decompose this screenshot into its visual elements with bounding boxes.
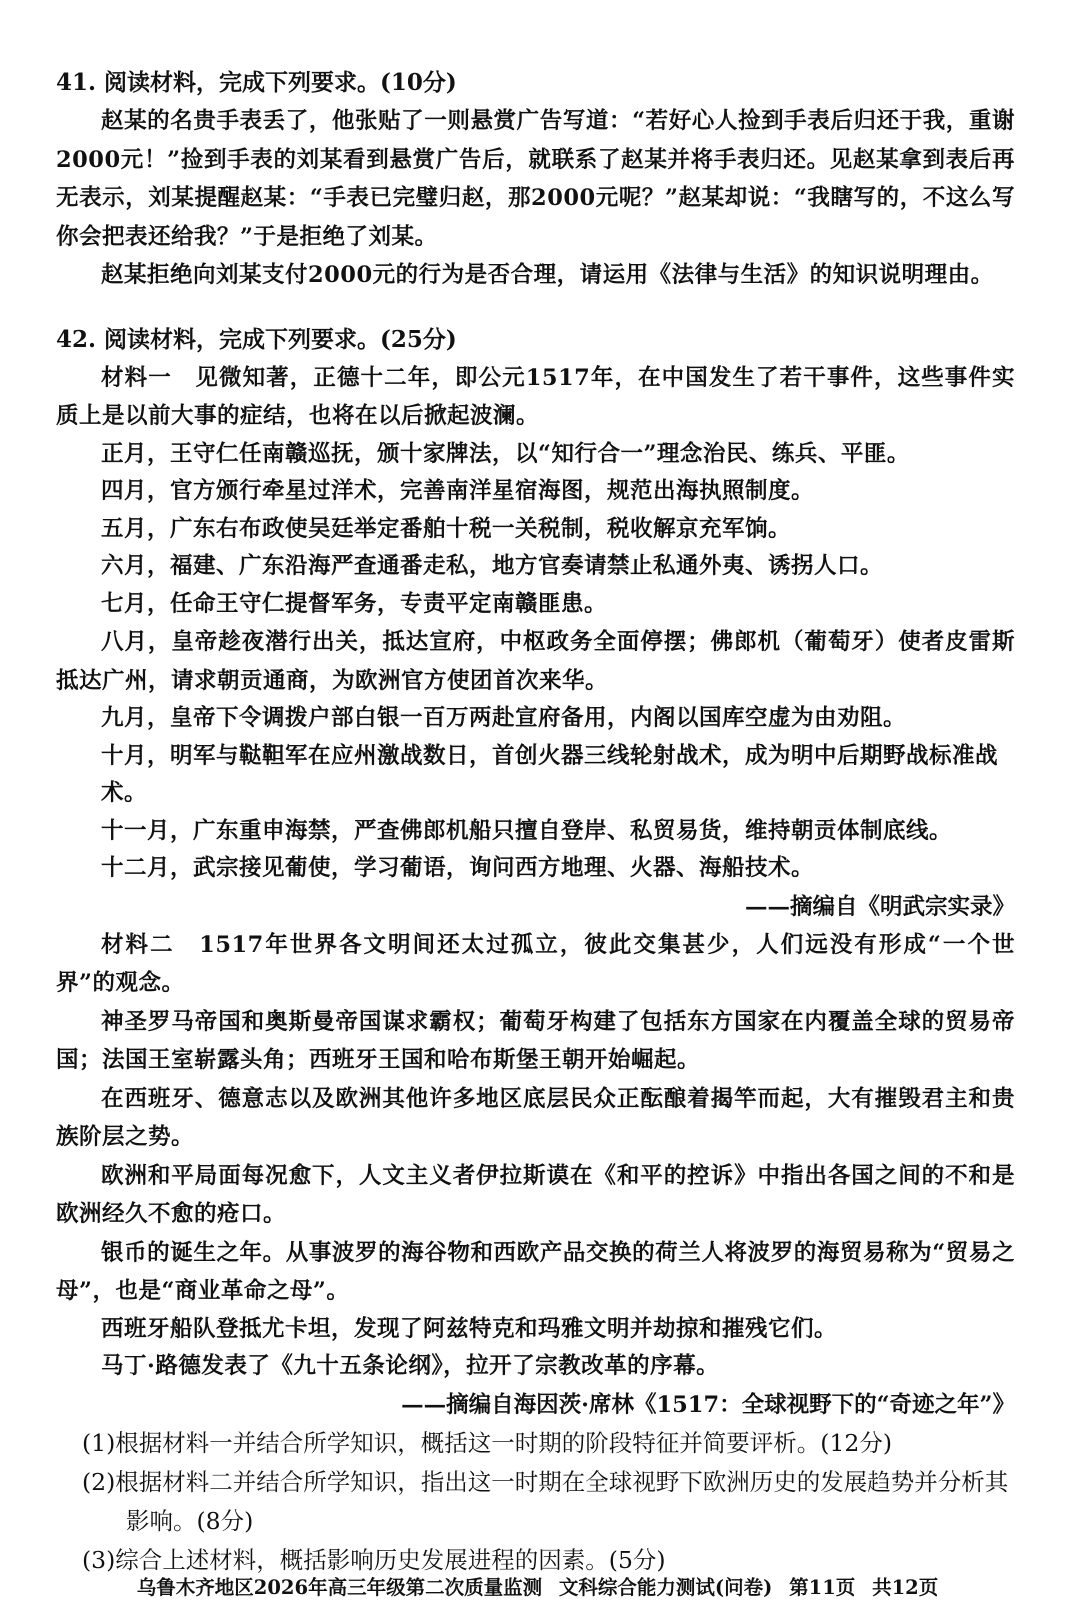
material-1-event: 七月，任命王守仁提督军务，专责平定南赣匪患。 [101,590,608,617]
q41-material: 赵某的名贵手表丢了，他张贴了一则悬赏广告写道：“若好心人捡到手表后归还于我，重谢2000元！”捡到手表的刘某看到悬赏广告后，就联系了赵某并将手表归还。见赵某拿到表后再无表示，刘某提醒赵某：“手表已完璧归赵，那2000元呢？”赵某却说：“我瞎写的，不这么写你会把表还给我？”于是拒绝了刘某。 [56,108,1015,250]
subquestion-1: (1)根据材料一并结合所学知识，概括这一时期的阶段特征并简要评析。(12分) [82,1428,893,1457]
footer-subject: 文科综合能力测试(问卷) [558,1576,773,1599]
question-41 [56,64,1015,295]
question-42 [56,321,1015,1580]
material-1-source: ——摘编自《明武宗实录》 [744,893,1015,920]
material-1-event: 五月，广东右布政使吴廷举定番舶十税一关税制，税收解京充军饷。 [101,515,792,542]
spacer [56,295,1015,321]
material-1-event: 正月，王守仁任南赣巡抚，颁十家牌法，以“知行合一”理念治民、练兵、平匪。 [101,440,910,467]
material-1-event: 十月，明军与鞑靼军在应州激战数日，首创火器三线轮射战术，成为明中后期野战标准战术。 [101,742,999,806]
material-1-event: 四月，官方颁行牵星过洋术，完善南洋星宿海图，规范出海执照制度。 [101,478,815,504]
material-1-event: 十一月，广东重申海禁，严查佛郎机船只擅自登岸、私贸易货，维持朝贡体制底线。 [101,817,953,844]
page-footer [0,1572,1075,1600]
q41-prompt: 赵某拒绝向刘某支付2000元的行为是否合理，请运用《法律与生活》的知识说明理由。 [101,262,994,288]
material-2-paragraph: 在西班牙、德意志以及欧洲其他许多地区底层民众正酝酿着揭竿而起，大有摧毁君主和贵族阶层之势。 [56,1085,1015,1150]
material-1-event: 十二月，武宗接见葡使，学习葡语，询问西方地理、火器、海船技术。 [101,855,815,881]
material-2-source: ——摘编自海因茨·席林《1517：全球视野下的“奇迹之年”》 [401,1391,1015,1418]
footer-page-number: 第11页 [789,1576,856,1599]
material-1-event: 九月，皇帝下令调拨户部白银一百万两赴宣府备用，内阁以国库空虚为由劝阻。 [101,705,907,731]
material-2-paragraph: 银币的诞生之年。从事波罗的海谷物和西欧产品交换的荷兰人将波罗的海贸易称为“贸易之母”，也是“商业革命之母”。 [56,1239,1015,1304]
material-1-event: 六月，福建、广东沿海严查通番走私，地方官奏请禁止私通外夷、诱拐人口。 [101,553,884,579]
material-1-intro: 材料一 见微知著，正德十二年，即公元1517年，在中国发生了若干事件，这些事件实质上是以前大事的症结，也将在以后掀起波澜。 [56,364,1015,429]
question-42-title: 42. 阅读材料，完成下列要求。(25分) [56,325,457,353]
material-2-intro: 材料二 1517年世界各文明间还太过孤立，彼此交集甚少，人们远没有形成“一个世界”的观念。 [56,931,1015,996]
material-2-paragraph: 神圣罗马帝国和奥斯曼帝国谋求霸权；葡萄牙构建了包括东方国家在内覆盖全球的贸易帝国；法国王室崭露头角；西班牙王国和哈布斯堡王朝开始崛起。 [56,1008,1015,1073]
footer-exam-name: 乌鲁木齐地区2026年高三年级第二次质量监测 [136,1576,543,1599]
subquestion-3: (3)综合上述材料，概括影响历史发展进程的因素。(5分) [82,1545,666,1574]
footer-total-pages: 共12页 [872,1576,939,1599]
subquestion-2: (2)根据材料二并结合所学知识，指出这一时期在全球视野下欧洲历史的发展趋势并分析其影响。(8分) [82,1467,1009,1535]
material-2-paragraph: 马丁·路德发表了《九十五条论纲》，拉开了宗教改革的序幕。 [101,1353,720,1379]
question-41-title: 41. 阅读材料，完成下列要求。(10分) [56,69,457,96]
material-2-paragraph: 欧洲和平局面每况愈下，人文主义者伊拉斯谟在《和平的控诉》中指出各国之间的不和是欧洲经久不愈的疮口。 [56,1162,1015,1227]
material-1-event: 八月，皇帝趁夜潜行出关，抵达宣府，中枢政务全面停摆；佛郎机（葡萄牙）使者皮雷斯抵达广州，请求朝贡通商，为欧洲官方使团首次来华。 [56,629,1015,694]
material-2-paragraph: 西班牙船队登抵尤卡坦，发现了阿兹特克和玛雅文明并劫掠和摧残它们。 [101,1315,838,1342]
